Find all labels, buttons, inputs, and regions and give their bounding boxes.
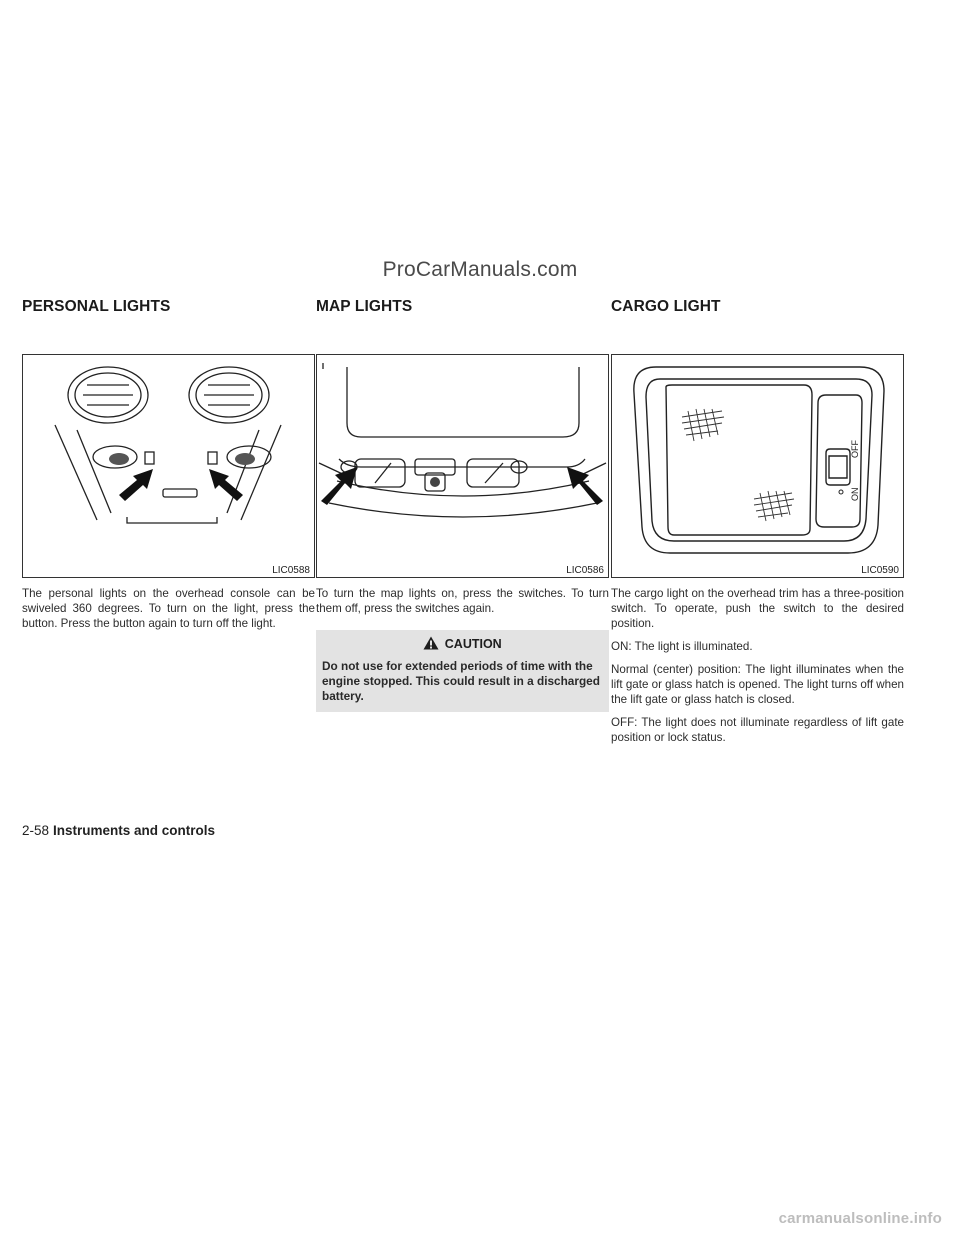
- cargo-light-section: [611, 298, 904, 745]
- map-figure-code: LIC0586: [566, 565, 604, 576]
- map-paragraph: To turn the map lights on, press the switches. To turn them off, press the switches again.: [316, 587, 609, 615]
- section-name: Instruments and controls: [53, 823, 216, 838]
- caution-text: Do not use for extended periods of time with the engine stopped. This could result in a discharged battery.: [322, 659, 600, 703]
- cargo-paragraph-normal: Normal (center) position: The light illuminates when the lift gate or glass hatch is opened. The light turns off when the lift gate or glass hatch is closed.: [611, 663, 904, 706]
- warning-triangle-icon: [423, 636, 439, 650]
- caution-title: [322, 636, 603, 651]
- caution-label: CAUTION: [444, 637, 502, 651]
- personal-lights-illustration: [23, 355, 314, 577]
- page-number: 2-58: [22, 823, 50, 838]
- caution-box: [316, 630, 609, 712]
- personal-figure-code: LIC0588: [272, 565, 310, 576]
- cargo-figure-code: LIC0590: [861, 565, 899, 576]
- switch-off-label: OFF: [850, 440, 860, 458]
- personal-lights-figure: [22, 354, 315, 578]
- switch-on-label: ON: [850, 487, 860, 501]
- page-footer: [22, 823, 215, 838]
- watermark: ProCarManuals.com: [382, 258, 578, 281]
- map-lights-section: [316, 298, 609, 712]
- cargo-paragraph-on: ON: The light is illuminated.: [611, 640, 753, 653]
- cargo-light-illustration: [612, 355, 903, 577]
- cargo-paragraph-off: OFF: The light does not illuminate regardless of lift gate position or lock status.: [611, 716, 904, 744]
- cargo-paragraph-intro: The cargo light on the overhead trim has a three-position switch. To operate, push the switch to the desired position.: [611, 587, 904, 630]
- cargo-light-heading: CARGO LIGHT: [611, 298, 721, 315]
- cargo-light-figure: [611, 354, 904, 578]
- map-lights-illustration: [317, 355, 608, 577]
- map-lights-heading: MAP LIGHTS: [316, 298, 413, 315]
- personal-lights-section: [22, 298, 315, 631]
- map-lights-figure: [316, 354, 609, 578]
- personal-paragraph: The personal lights on the overhead console can be swiveled 360 degrees. To turn on the light, press the button. Press the button again to turn off the light.: [22, 587, 315, 630]
- site-watermark: carmanualsonline.info: [778, 1210, 942, 1227]
- personal-lights-heading: PERSONAL LIGHTS: [22, 298, 171, 315]
